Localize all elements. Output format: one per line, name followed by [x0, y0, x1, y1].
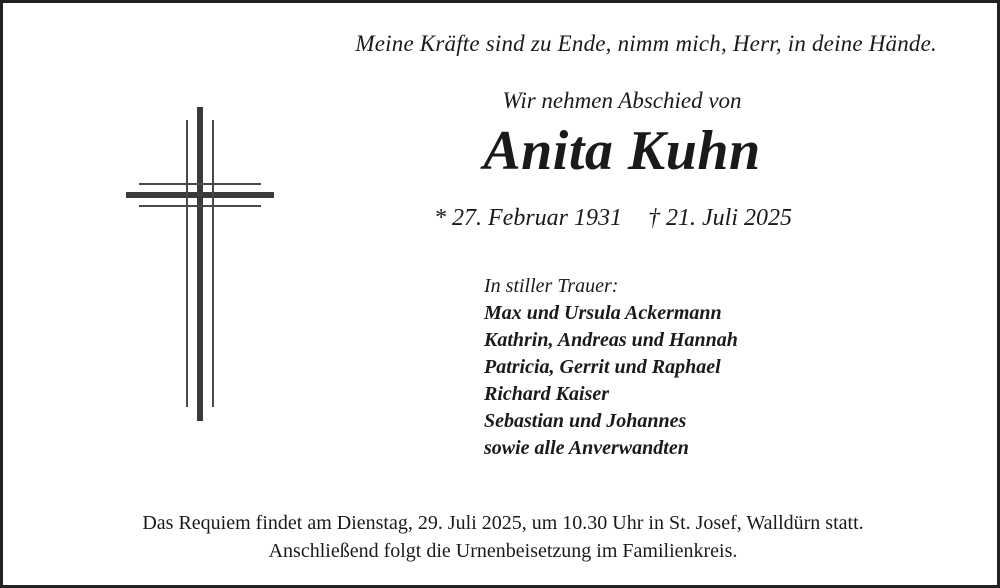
motto-verse: Meine Kräfte sind zu Ende, nimm mich, Herr, in deine Hände.	[355, 31, 937, 56]
intro-text: Wir nehmen Abschied von	[502, 88, 742, 113]
mourner-line: Richard Kaiser	[484, 383, 610, 405]
mourners-block	[484, 273, 738, 462]
mourner-line: Sebastian und Johannes	[484, 410, 687, 432]
deceased-name: Anita Kuhn	[483, 120, 761, 182]
mourner-line: Max und Ursula Ackermann	[484, 302, 722, 324]
mourner-line: Patricia, Gerrit und Raphael	[484, 356, 721, 378]
life-dates	[434, 205, 792, 232]
burial-info: Anschließend folgt die Urnenbeisetzung im Familienkreis.	[268, 540, 738, 562]
cross-horizontal-bar	[126, 192, 274, 198]
service-info	[3, 509, 1000, 565]
requiem-info: Das Requiem findet am Dienstag, 29. Juli 2025, um 10.30 Uhr in St. Josef, Walldürn statt.	[142, 512, 864, 534]
mourner-line: Kathrin, Andreas und Hannah	[484, 329, 738, 351]
death-date: † 21. Juli 2025	[648, 205, 792, 231]
mourners-label: In stiller Trauer:	[484, 275, 619, 297]
birth-date: * 27. Februar 1931	[434, 205, 622, 231]
mourner-line: sowie alle Anverwandten	[484, 437, 689, 459]
